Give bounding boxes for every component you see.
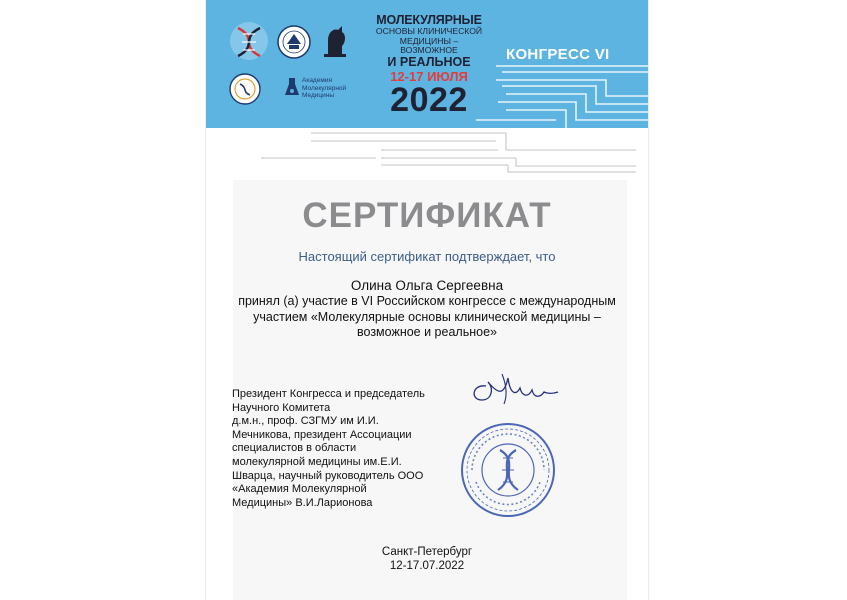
congress-year: 2022 (390, 80, 468, 119)
participation-line3: возможное и реальное» (357, 325, 497, 339)
academy-line3: Медицины (302, 92, 334, 99)
president-line: специалистов в области (232, 442, 357, 455)
academy-line2: Молекулярной (302, 84, 347, 92)
president-line: Президент Конгресса и председатель (232, 388, 425, 400)
signature (464, 364, 564, 414)
president-line: молекулярной медицины им.Е.И. (232, 455, 402, 468)
university-seal-icon (276, 24, 312, 60)
confirmation-text: Настоящий сертификат подтверждает, что (298, 249, 556, 264)
round-stamp (458, 420, 558, 520)
academy-logo-text (302, 77, 346, 100)
academy-flask-icon (284, 76, 300, 98)
griffin-emblem-icon (320, 24, 350, 58)
footer-date: 12-17.07.2022 (389, 559, 465, 572)
recipient-name: Олина Ольга Сергеевна (350, 278, 504, 293)
participation-text (236, 294, 618, 341)
title-line3: И РЕАЛЬНОЕ (387, 54, 471, 69)
congress-dates: 12-17 ИЮЛЯ (390, 68, 468, 84)
dna-logo-icon (228, 20, 270, 62)
title-line2a: ОСНОВЫ КЛИНИЧЕСКОЙ (375, 26, 483, 36)
congress-number: КОНГРЕСС VI (506, 46, 610, 63)
participation-line1: принял (а) участие в VI Российском конгрессе с международным (238, 294, 616, 308)
participation-line2: участием «Молекулярные основы клинической медицины – (253, 309, 601, 324)
footer (206, 546, 648, 573)
footer-city: Санкт-Петербург (381, 546, 473, 558)
president-line: Мечникова, президент Ассоциации (232, 428, 412, 441)
president-line: «Академия Молекулярной (232, 483, 367, 496)
congress-title (374, 13, 484, 119)
president-line: Медицины» В.И.Ларионова (232, 496, 373, 509)
president-line: д.м.н., проф. СЗГМУ им И.И. (232, 415, 379, 428)
president-line: Научного Комитета (232, 401, 331, 414)
president-info (232, 388, 432, 510)
certificate (206, 0, 648, 600)
title-line1: МОЛЕКУЛЯРНЫЕ (376, 13, 482, 27)
president-line: Шварца, научный руководитель ООО (232, 469, 424, 482)
title-line2b: МЕДИЦИНЫ – ВОЗМОЖНОЕ (399, 35, 459, 55)
academy-line1: Академия (302, 77, 332, 84)
association-seal-icon (228, 72, 262, 106)
certificate-heading: СЕРТИФИКАТ (302, 196, 552, 235)
